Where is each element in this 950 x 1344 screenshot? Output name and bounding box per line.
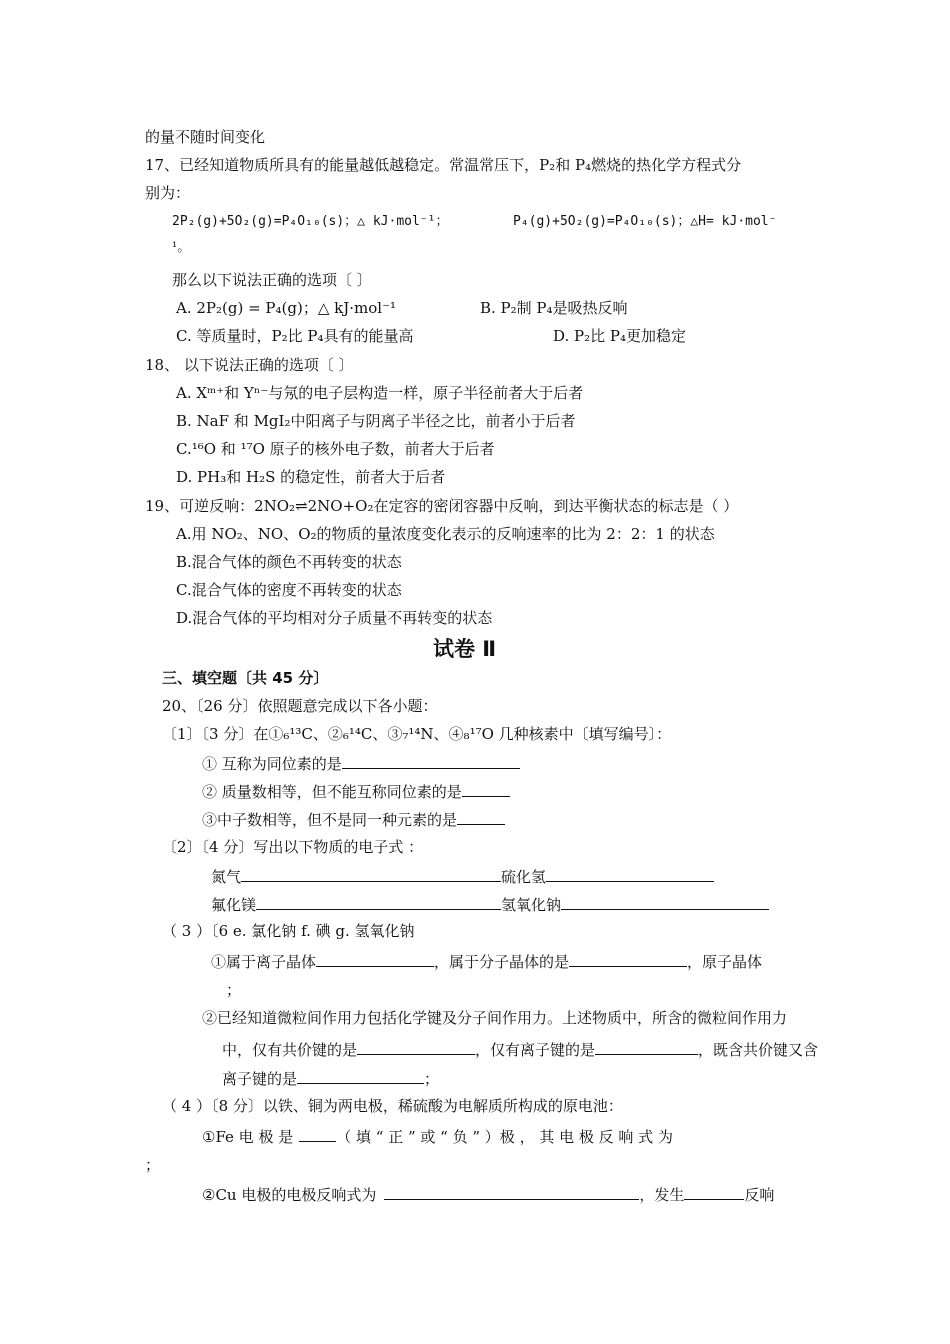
answer-blank[interactable] — [457, 808, 505, 825]
part-1-a-text: ① 互称为同位素的是 — [202, 755, 342, 773]
option-18-a: A. Xᵐ⁺和 Yⁿ⁻与氖的电子层构造一样，原子半径前者大于后者 — [176, 384, 584, 402]
option-19-a: A.用 NO₂、NO、O₂的物质的量浓度变化表示的反响速率的比为 2：2：1 的状态 — [176, 525, 715, 543]
option-17-b: B. P₂制 P₄是吸热反响 — [480, 299, 628, 317]
option-19-c: C.混合气体的密度不再转变的状态 — [176, 581, 402, 599]
answer-blank[interactable] — [546, 865, 714, 882]
answer-blank[interactable] — [462, 780, 510, 797]
part-3-b-text-3: ，既含共价键又含 — [698, 1041, 819, 1059]
part-3-b-text-5: ； — [424, 1070, 440, 1088]
part-4-a — [202, 1125, 673, 1147]
option-17-a: A. 2P₂(g) = P₄(g)；△ kJ·mol⁻¹ — [176, 299, 396, 317]
text-line: 的量不随时间变化 — [145, 128, 266, 146]
part-3-a-text-2: ，属于分子晶体的是 — [434, 953, 570, 971]
part-3-b-text-4: 离子键的是 — [222, 1070, 298, 1088]
part-2-stem: 〔2〕〔4 分〕写出以下物质的电子式 ： — [162, 838, 424, 856]
part-4-b-text-1: ②Cu 电极的电极反响式为 — [202, 1186, 377, 1204]
nitrogen-label: 氮气 — [211, 868, 242, 886]
part-2-row-2 — [211, 893, 769, 915]
part-4-a-text-2: （ 填 “ 正 ” 或 “ 负 ” ）极 ， 其 电 极 反 响 式 为 — [336, 1128, 673, 1146]
option-18-c: C.¹⁶O 和 ¹⁷O 原子的核外电子数，前者大于后者 — [176, 440, 495, 458]
part-4-a-text-1: ①Fe 电 极 是 — [202, 1128, 294, 1146]
answer-blank[interactable] — [569, 950, 687, 967]
part-4-b — [202, 1183, 774, 1205]
part-3-b-text-1: 中，仅有共价键的是 — [222, 1041, 358, 1059]
option-19-d: D.混合气体的平均相对分子质量不再转变的状态 — [176, 609, 493, 627]
part-3-b-stem: ②已经知道微粒间作用力包括化学键及分子间作用力。上述物质中，所含的微粒间作用力 — [202, 1009, 788, 1027]
option-17-c: C. 等质量时，P₂比 P₄具有的能量高 — [176, 327, 414, 345]
part-4-a-end: ； — [145, 1156, 161, 1174]
hydrogen-sulfide-label: 硫化氢 — [501, 868, 547, 886]
answer-blank[interactable] — [357, 1038, 475, 1055]
part-1-b-text: ② 质量数相等，但不能互称同位素的是 — [202, 783, 462, 801]
part-2-row-1 — [211, 865, 714, 887]
part-1-c — [202, 808, 505, 830]
part-3-a — [211, 950, 762, 972]
part-3-b-line-2 — [222, 1038, 818, 1060]
part-4-b-text-3: 反响 — [744, 1186, 775, 1204]
answer-blank[interactable] — [684, 1183, 744, 1200]
section-title: 试卷 Ⅱ — [433, 637, 497, 661]
answer-blank[interactable] — [241, 865, 501, 882]
question-17-stem: 17、已经知道物质所具有的能量越低越稳定。常温常压下，P₂和 P₄燃烧的热化学方程式分 — [145, 156, 742, 174]
answer-blank[interactable] — [297, 1067, 424, 1084]
part-3-a-text-3: ，原子晶体 — [687, 953, 763, 971]
answer-blank[interactable] — [299, 1125, 336, 1142]
sodium-hydroxide-label: 氢氧化钠 — [501, 896, 562, 914]
equation-2: P₄(g)+5O₂(g)=P₄O₁₀(s)；△H= kJ·mol⁻ — [513, 214, 777, 229]
question-17-prompt: 那么以下说法正确的选项〔 〕 — [172, 271, 372, 289]
part-3-b-line-3 — [222, 1067, 439, 1089]
part-3-a-text-1: ①属于离子晶体 — [211, 953, 317, 971]
answer-blank[interactable] — [256, 893, 501, 910]
option-17-d: D. P₂比 P₄更加稳定 — [553, 327, 687, 345]
part-3-a-end: ； — [226, 981, 242, 999]
answer-blank[interactable] — [342, 752, 520, 769]
part-1-b — [202, 780, 510, 802]
equation-2-cont: ¹。 — [172, 240, 191, 255]
answer-blank[interactable] — [595, 1038, 698, 1055]
section-heading: 三、填空题〔共 45 分〕 — [162, 669, 329, 687]
magnesium-fluoride-label: 氟化镁 — [211, 896, 257, 914]
part-3-stem: （ 3 ）〔6 e. 氯化钠 f. 碘 g. 氢氧化钠 — [162, 922, 415, 940]
question-19-stem: 19、可逆反响：2NO₂⇌2NO+O₂在定容的密闭容器中反响，到达平衡状态的标志是（ ） — [145, 497, 739, 515]
part-1-c-text: ③中子数相等，但不是同一种元素的是 — [202, 811, 458, 829]
option-19-b: B.混合气体的颜色不再转变的状态 — [176, 553, 402, 571]
option-18-d: D. PH₃和 H₂S 的稳定性，前者大于后者 — [176, 468, 446, 486]
equation-1: 2P₂(g)+5O₂(g)=P₄O₁₀(s)；△ kJ·mol⁻¹； — [172, 214, 449, 229]
answer-blank[interactable] — [316, 950, 434, 967]
option-18-b: B. NaF 和 MgI₂中阳离子与阴离子半径之比，前者小于后者 — [176, 412, 576, 430]
answer-blank[interactable] — [384, 1183, 639, 1200]
question-17-stem-cont: 别为： — [145, 184, 191, 202]
part-1-a — [202, 752, 520, 774]
part-1-stem: 〔1〕〔3 分〕在①₆¹³C、②₆¹⁴C、③₇¹⁴N、④₈¹⁷O 几种核素中〔填写编号〕： — [162, 725, 672, 743]
part-3-b-text-2: ，仅有离子键的是 — [475, 1041, 596, 1059]
part-4-stem: （ 4 ）〔8 分〕以铁、铜为两电极，稀硫酸为电解质所构成的原电池： — [162, 1097, 623, 1115]
part-4-b-text-2: ，发生 — [639, 1186, 685, 1204]
answer-blank[interactable] — [561, 893, 769, 910]
question-18-stem: 18、 以下说法正确的选项〔 〕 — [145, 356, 354, 374]
question-20-stem: 20、〔26 分〕依照题意完成以下各小题： — [162, 697, 438, 715]
